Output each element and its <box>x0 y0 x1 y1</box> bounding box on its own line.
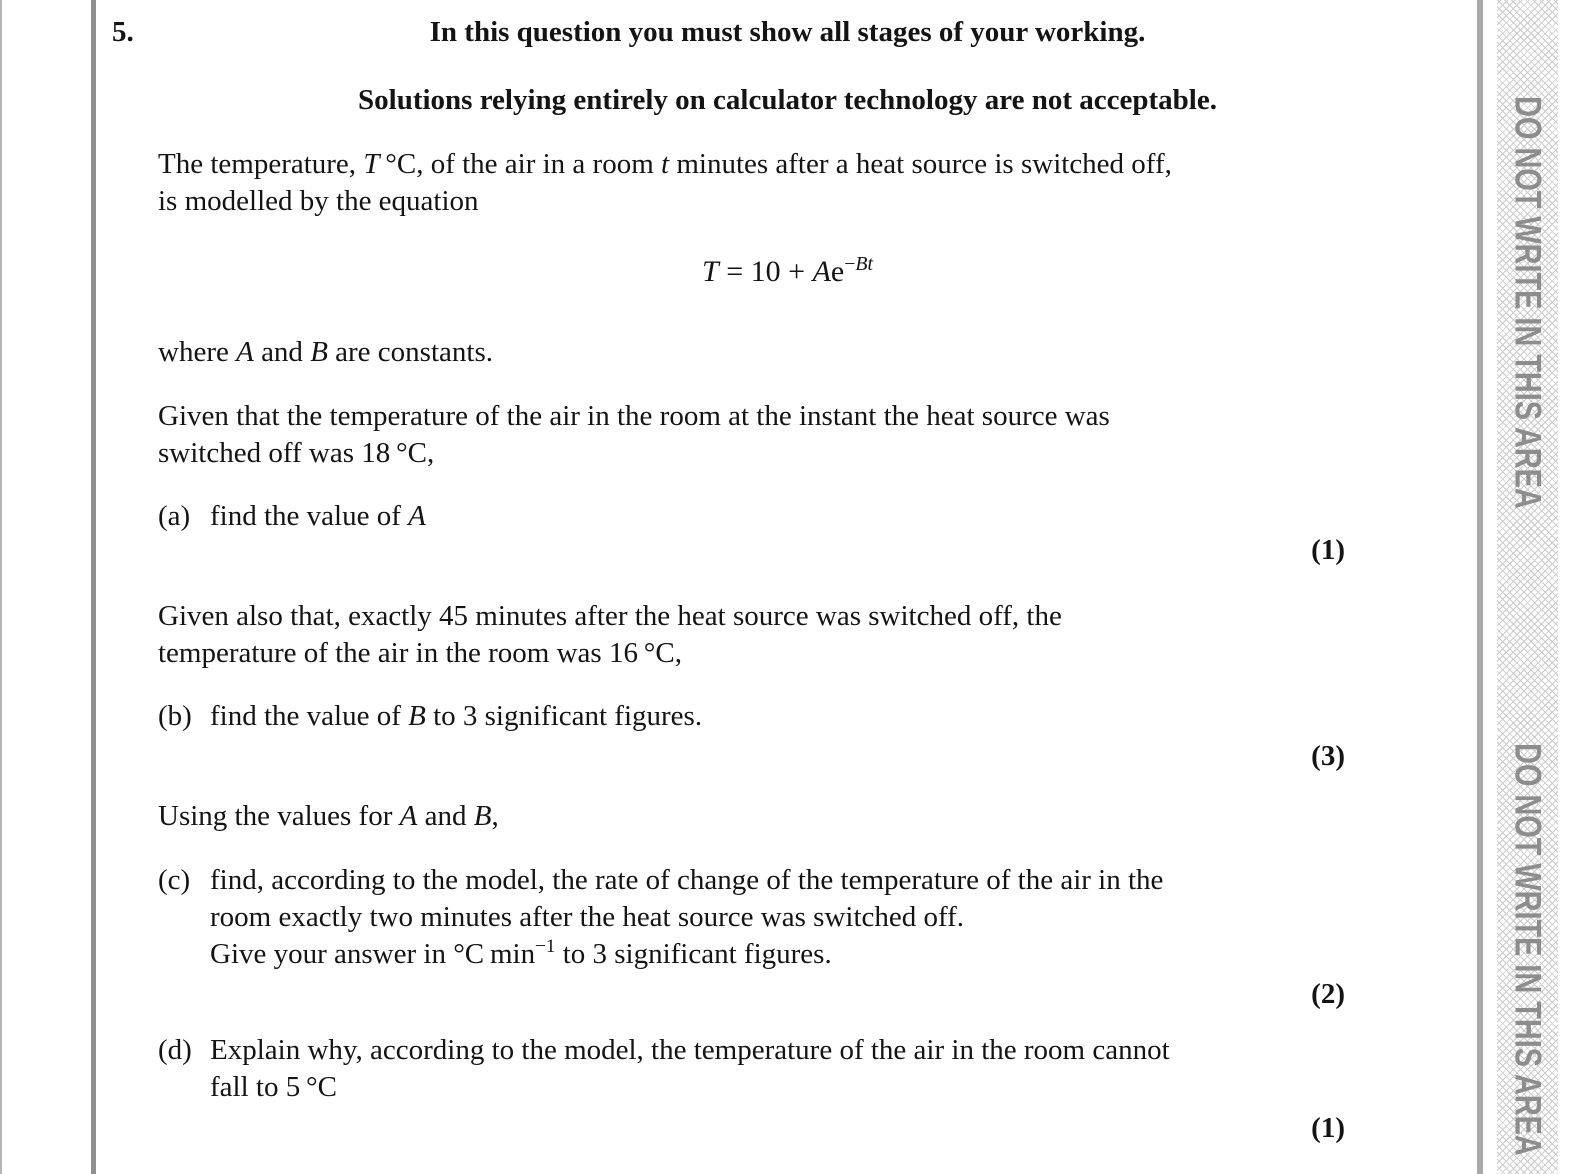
given-16c-line-2: temperature of the air in the room was 16 °C, <box>158 637 682 669</box>
part-c-line-2: room exactly two minutes after the heat source was switched off. <box>210 901 965 933</box>
part-c-text <box>210 862 1345 976</box>
part-b-marks: (3) <box>1311 740 1345 772</box>
part-a <box>158 498 1345 535</box>
intro-line-1: The temperature, T °C, of the air in a room t minutes after a heat source is switched off, <box>158 148 1172 180</box>
sidebar-divider-line <box>1477 0 1483 1174</box>
where-constants-line: where A and B are constants. <box>158 336 493 368</box>
question-body <box>110 0 1345 1174</box>
page-edge-line <box>0 0 2 1174</box>
part-c-marks: (2) <box>1311 978 1345 1010</box>
part-a-label: (a) <box>158 500 191 532</box>
question-number: 5. <box>112 16 134 48</box>
given-18c-paragraph <box>158 398 1345 472</box>
part-d-marks: (1) <box>1311 1112 1345 1144</box>
part-d-text <box>210 1032 1345 1106</box>
do-not-write-hatch-band <box>1497 0 1558 1174</box>
part-c-line-3: Give your answer in °C $\min^{-1}$ to 3 significant figures. <box>210 936 832 970</box>
model-equation: $T = 10 + Ae^{-Bt}$ <box>702 253 873 288</box>
given-16c-line-1: Given also that, exactly 45 minutes after the heat source was switched off, the <box>158 600 1062 632</box>
part-b <box>158 698 1345 735</box>
part-b-text: find the value of B to 3 significant figures. <box>210 700 703 732</box>
instruction-bold-line-2: Solutions relying entirely on calculator technology are not acceptable. <box>358 84 1217 116</box>
using-values-line: Using the values for A and B, <box>158 800 499 832</box>
do-not-write-watermark-top: DO NOT WRITE IN THIS AREA <box>1507 96 1549 509</box>
part-a-text: find the value of A <box>210 500 426 532</box>
intro-paragraph <box>158 146 1345 220</box>
part-c <box>158 862 1345 976</box>
part-b-label: (b) <box>158 700 192 732</box>
part-c-label: (c) <box>158 864 191 896</box>
part-d-line-1: Explain why, according to the model, the temperature of the air in the room cannot <box>210 1034 1170 1066</box>
part-d-label: (d) <box>158 1034 192 1066</box>
part-a-marks: (1) <box>1311 534 1345 566</box>
part-d <box>158 1032 1345 1106</box>
intro-line-2: is modelled by the equation <box>158 185 479 217</box>
do-not-write-watermark-bottom: DO NOT WRITE IN THIS AREA <box>1507 742 1549 1156</box>
question-margin-rule <box>91 0 96 1174</box>
given-16c-paragraph <box>158 598 1345 672</box>
instruction-bold-line-1: In this question you must show all stages of your working. <box>429 16 1146 48</box>
part-d-line-2: fall to 5 °C <box>210 1071 337 1103</box>
given-18c-line-1: Given that the temperature of the air in the room at the instant the heat source was <box>158 400 1110 432</box>
given-18c-line-2: switched off was 18 °C, <box>158 437 435 469</box>
part-c-line-1: find, according to the model, the rate of change of the temperature of the air in the <box>210 864 1164 896</box>
